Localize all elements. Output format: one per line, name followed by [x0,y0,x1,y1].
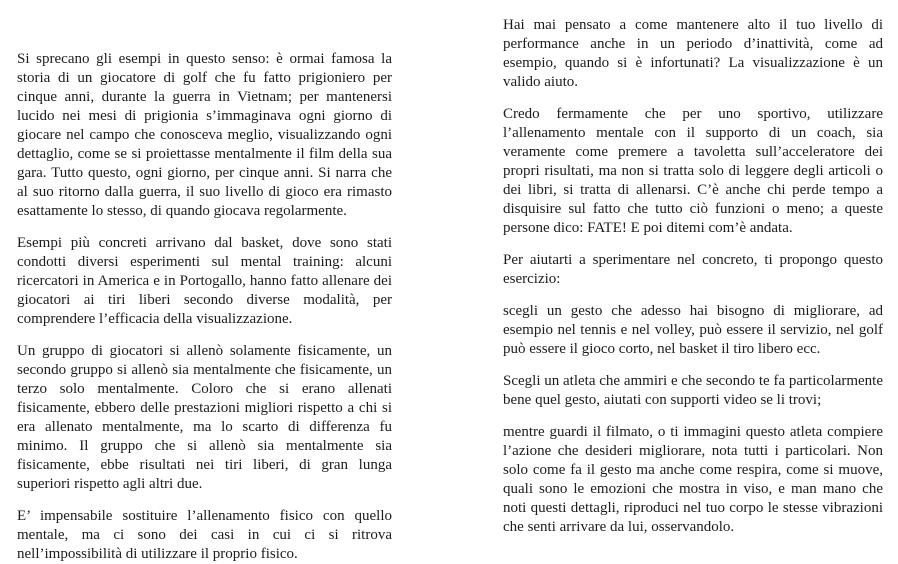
left-column-paragraph: Un gruppo di giocatori si allenò solamente fisicamente, un secondo gruppo si allenò sia mentalmente che fisicamente, un terzo solo mentalmente. Coloro che si erano allenati fisicamente, ebbero delle prestazioni migliori rispetto a chi si era allenato mentalmente, ma lo scarto di differenza fu minimo. Il gruppo che si allenò sia mentalmente sia fisicamente, ebbe risultati nei tiri liberi, di gran lunga superiori rispetto agli altri due. [17,343,392,492]
right-column-paragraph: Hai mai pensato a come mantenere alto il tuo livello di performance anche in un periodo d’inattività, come ad esempio, quando si è infortunati? La visualizzazione è un valido aiuto. [503,17,883,90]
right-page-text-column [503,16,883,537]
left-page-text-column [17,50,392,564]
left-column-paragraph: Esempi più concreti arrivano dal basket, dove sono stati condotti diversi esperimenti sul mental training: alcuni ricercatori in America e in Portogallo, hanno fatto allenare dei giocatori ai tiri liberi secondo diverse modalità, per comprendere l’efficacia della visualizzazione. [17,235,392,327]
right-column-paragraph: Credo fermamente che per uno sportivo, utilizzare l’allenamento mentale con il supporto di un coach, sia veramente come premere a tavoletta sull’acceleratore dei propri risultati, ma non si tratta solo di leggere degli articoli o dei libri, si tratta di allenarsi. C’è anche chi perde tempo a disquisire sul fatto che tutto ciò funzioni o meno; a queste persone dico: FATE! E poi ditemi com’è andata. [503,106,883,236]
right-column-paragraph: scegli un gesto che adesso hai bisogno di migliorare, ad esempio nel tennis e nel volley, può essere il servizio, nel golf può essere il gioco corto, nel basket il tiro libero ecc. [503,303,883,357]
right-column-paragraph: Scegli un atleta che ammiri e che secondo te fa particolarmente bene quel gesto, aiutati con supporti video se li trovi; [503,373,883,408]
right-column-paragraph: mentre guardi il filmato, o ti immagini questo atleta compiere l’azione che desideri migliorare, nota tutti i particolari. Non solo come fa il gesto ma anche come respira, come si muove, quali sono le emozioni che mostra in viso, e man mano che noti questi dettagli, riproduci nel tuo corpo le stesse vibrazioni che senti arrivare da lui, osservandolo. [503,424,883,535]
left-column-paragraph: Si sprecano gli esempi in questo senso: è ormai famosa la storia di un giocatore di golf che fu fatto prigioniero per cinque anni, durante la guerra in Vietnam; per mantenersi lucido nei mesi di prigionia s’immaginava ogni giorno di giocare nel campo che conosceva meglio, visualizzando ogni dettaglio, come se si proiettasse mentalmente il film della sua gara. Tutto questo, ogni giorno, per cinque anni. Si narra che al suo ritorno dalla guerra, il suo livello di gioco era rimasto esattamente lo stesso, di quando giocava regolarmente. [17,51,392,219]
right-column-paragraph: Per aiutarti a sperimentare nel concreto, ti propongo questo esercizio: [503,252,883,287]
left-column-paragraph: E’ impensabile sostituire l’allenamento fisico con quello mentale, ma ci sono dei casi in cui ci si ritrova nell’impossibilità di utilizzare il proprio fisico. [17,508,392,562]
